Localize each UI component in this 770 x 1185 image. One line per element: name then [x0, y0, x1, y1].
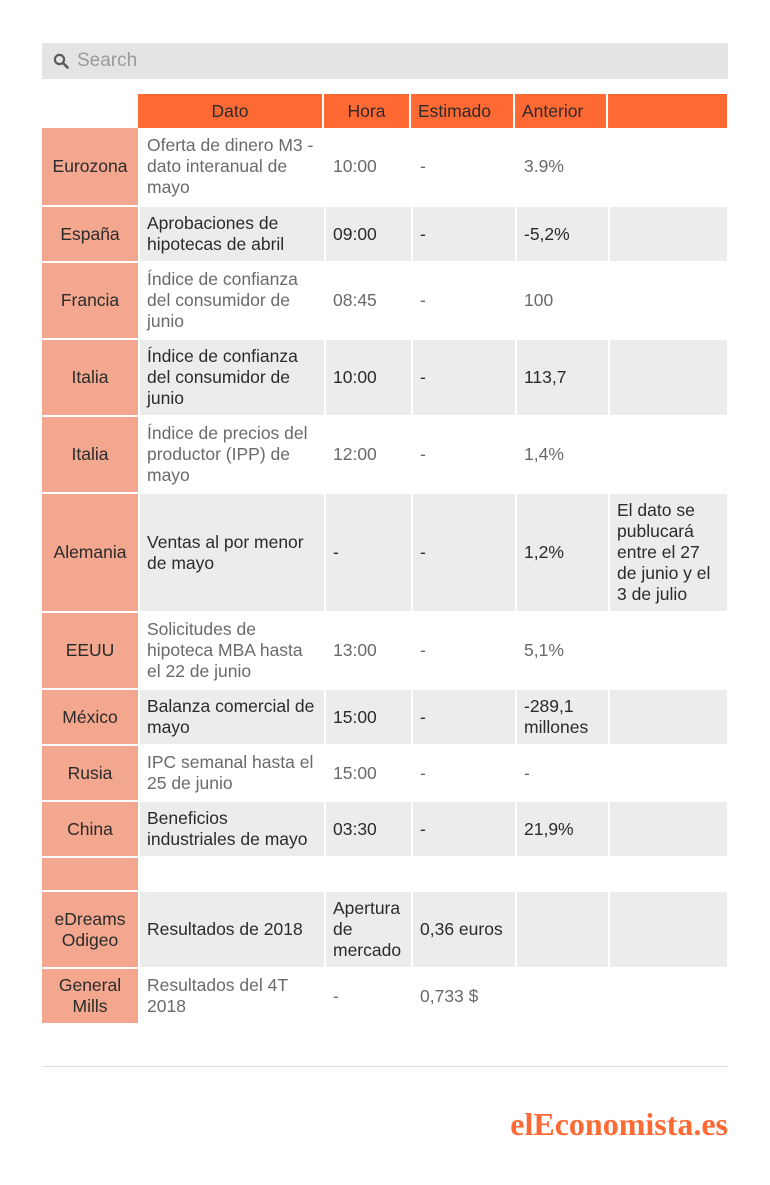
nota-cell — [608, 802, 727, 856]
dato-cell: Oferta de dinero M3 - dato interanual de mayo — [138, 128, 324, 205]
table-row — [42, 128, 727, 205]
anterior-cell: 3.9% — [515, 128, 608, 205]
country-label: Francia — [42, 263, 138, 338]
table-row — [42, 967, 727, 1023]
hora-cell: 10:00 — [324, 128, 411, 205]
estimado-cell: - — [411, 340, 515, 415]
nota-cell — [608, 892, 727, 967]
hora-cell: 03:30 — [324, 802, 411, 856]
dato-cell: Índice de precios del productor (IPP) de mayo — [138, 417, 324, 492]
hora-cell: 12:00 — [324, 417, 411, 492]
nota-cell — [608, 690, 727, 744]
hora-cell: 09:00 — [324, 207, 411, 261]
estimado-cell: - — [411, 613, 515, 688]
country-label: EEUU — [42, 613, 138, 688]
dato-cell: Aprobaciones de hipotecas de abril — [138, 207, 324, 261]
dato-cell: Resultados del 4T 2018 — [138, 969, 324, 1023]
nota-cell — [608, 613, 727, 688]
header-dato: Dato — [138, 94, 324, 128]
dato-cell: Ventas al por menor de mayo — [138, 494, 324, 611]
hora-cell: - — [324, 494, 411, 611]
anterior-cell: 5,1% — [515, 613, 608, 688]
anterior-cell: 1,2% — [515, 494, 608, 611]
hora-cell: 15:00 — [324, 690, 411, 744]
company-label: eDreams Odigeo — [42, 892, 138, 967]
estimado-cell: - — [411, 263, 515, 338]
country-spacer — [42, 858, 138, 890]
estimado-cell: - — [411, 207, 515, 261]
anterior-cell: 21,9% — [515, 802, 608, 856]
dato-cell: Solicitudes de hipoteca MBA hasta el 22 de junio — [138, 613, 324, 688]
anterior-cell: 1,4% — [515, 417, 608, 492]
anterior-cell: -289,1 millones — [515, 690, 608, 744]
nota-cell — [608, 969, 727, 1023]
search-bar[interactable] — [42, 43, 728, 79]
header-nota — [608, 94, 727, 128]
table-row — [42, 492, 727, 611]
nota-cell — [608, 746, 727, 800]
table-header — [42, 94, 727, 128]
anterior-cell: 113,7 — [515, 340, 608, 415]
table-row — [42, 890, 727, 967]
nota-cell — [608, 128, 727, 205]
anterior-cell: 100 — [515, 263, 608, 338]
search-icon — [53, 53, 69, 69]
dato-cell: Índice de confianza del consumidor de junio — [138, 263, 324, 338]
footer-divider — [42, 1066, 728, 1067]
country-label: España — [42, 207, 138, 261]
dato-cell: Resultados de 2018 — [138, 892, 324, 967]
nota-cell — [608, 417, 727, 492]
country-label: Italia — [42, 340, 138, 415]
estimado-cell: - — [411, 802, 515, 856]
anterior-cell — [515, 969, 608, 1023]
anterior-cell: -5,2% — [515, 207, 608, 261]
search-input[interactable] — [77, 43, 717, 79]
dato-cell: Balanza comercial de mayo — [138, 690, 324, 744]
nota-cell: El dato se publucará entre el 27 de junio y el 3 de julio — [608, 494, 727, 611]
header-anterior: Anterior — [515, 94, 608, 128]
estimado-cell: - — [411, 494, 515, 611]
table-row — [42, 338, 727, 415]
table-spacer-row — [42, 856, 727, 890]
hora-cell: - — [324, 969, 411, 1023]
dato-cell: IPC semanal hasta el 25 de junio — [138, 746, 324, 800]
estimado-cell: - — [411, 417, 515, 492]
hora-cell: 08:45 — [324, 263, 411, 338]
anterior-cell — [515, 892, 608, 967]
table-row — [42, 261, 727, 338]
estimado-cell: - — [411, 690, 515, 744]
country-label: Rusia — [42, 746, 138, 800]
hora-cell: 13:00 — [324, 613, 411, 688]
table-row — [42, 744, 727, 800]
table-row — [42, 800, 727, 856]
estimado-cell: 0,36 euros — [411, 892, 515, 967]
dato-cell: Índice de confianza del consumidor de junio — [138, 340, 324, 415]
table-row — [42, 611, 727, 688]
table-row — [42, 688, 727, 744]
country-label: Alemania — [42, 494, 138, 611]
estimado-cell: - — [411, 746, 515, 800]
hora-cell: Apertura de mercado — [324, 892, 411, 967]
table-row — [42, 205, 727, 261]
hora-cell: 10:00 — [324, 340, 411, 415]
nota-cell — [608, 263, 727, 338]
table-row — [42, 415, 727, 492]
country-label: Eurozona — [42, 128, 138, 205]
header-estimado: Estimado — [411, 94, 515, 128]
country-label: China — [42, 802, 138, 856]
hora-cell: 15:00 — [324, 746, 411, 800]
eleconomista-logo[interactable]: elEconomista.es — [510, 1106, 728, 1142]
anterior-cell: - — [515, 746, 608, 800]
economic-calendar-table — [42, 94, 727, 1023]
header-hora: Hora — [324, 94, 411, 128]
company-label: General Mills — [42, 969, 138, 1023]
nota-cell — [608, 340, 727, 415]
estimado-cell: 0,733 $ — [411, 969, 515, 1023]
dato-cell: Beneficios industriales de mayo — [138, 802, 324, 856]
country-label: Italia — [42, 417, 138, 492]
nota-cell — [608, 207, 727, 261]
country-label: México — [42, 690, 138, 744]
estimado-cell: - — [411, 128, 515, 205]
